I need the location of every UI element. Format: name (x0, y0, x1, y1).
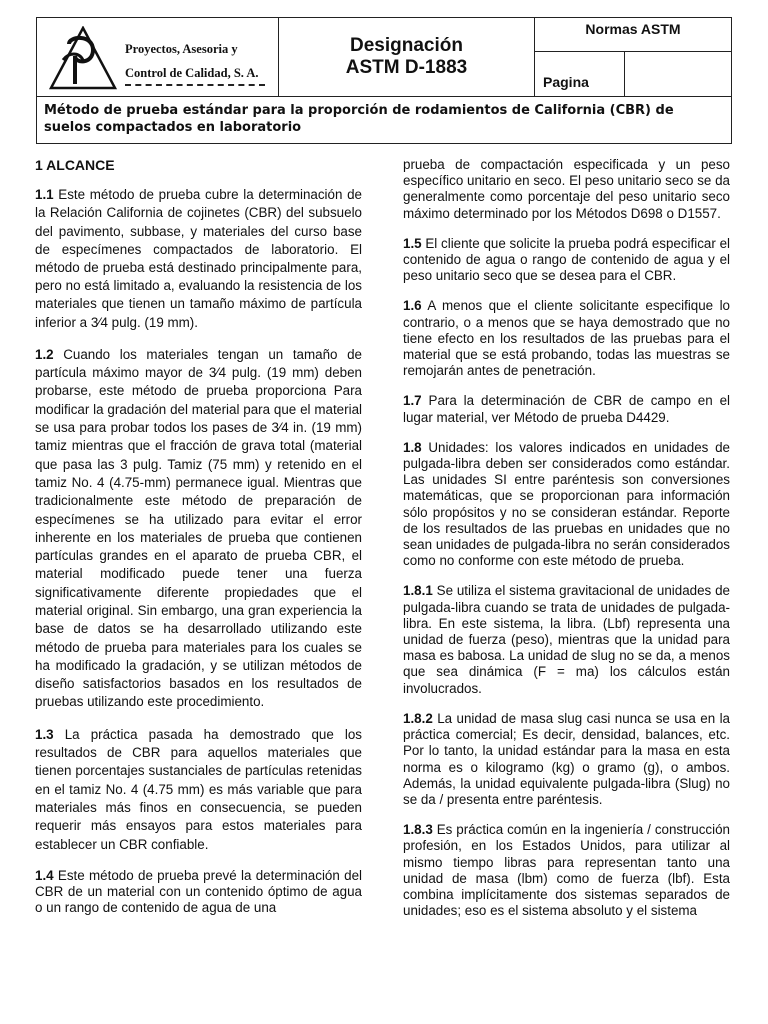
paragraph-text: Este método de prueba cubre la determinación de la Relación California de cojinetes (CBR) del subsuelo del pavimento, subbase, y materiales del curso base de especímenes compactados de laboratorio. El método de prueba está destinado principalmente para, pero no está limitado a, evaluando la resistencia de los materiales que tienen un tamaño máximo de partícula inferior a 3⁄4 pulg. (19 mm). (35, 187, 362, 330)
company-logo-icon (49, 26, 117, 90)
page-number-cell (625, 52, 731, 96)
paragraph-1-1 (35, 186, 362, 332)
paragraph-text: Este método de prueba prevé la determinación del CBR de un material con un contenido óptimo de agua o un rango de contenido de agua de una (35, 867, 362, 916)
section-heading: 1 ALCANCE (35, 157, 115, 173)
paragraph-number: 1.2 (35, 346, 54, 362)
paragraph-number: 1.7 (403, 393, 422, 409)
paragraph-1-2 (35, 346, 362, 712)
paragraph-number: 1.8.1 (403, 583, 433, 599)
paragraph-number: 1.6 (403, 298, 422, 314)
document-header (36, 17, 732, 144)
paragraph-text: Es práctica común en la ingeniería / construcción profesión, en los Estados Unidos, para utilizar al mismo tiempo libras para representan tanto una unidad de masa (lbm) como de fuerza (lbf). Esta combina implícitamente dos sistemas separados de unidades; eso es el sistema absoluto y el sistema (403, 822, 730, 919)
paragraph-text: Se utiliza el sistema gravitacional de unidades de pulgada-libra cuando se trata de unidades de pulgada-libra. En este sistema, la libra. (Lbf) representa una unidad de fuerza (peso), mientras que la unidad para masa es babosa. La unidad de slug no se da, a menos que sea dinámica (F = ma) los cálculos están involucrados. (403, 583, 730, 696)
paragraph-text: Para la determinación de CBR de campo en el lugar material, ver Método de prueba D4429. (403, 393, 730, 425)
company-name-line1: Proyectos, Asesoria y (125, 42, 238, 56)
method-title: Método de prueba estándar para la proporción de rodamientos de California (CBR) de suelos compactados en laboratorio (37, 96, 731, 143)
paragraph-number: 1.3 (35, 726, 54, 742)
left-column (35, 157, 362, 930)
paragraph-1-7 (403, 393, 730, 425)
paragraph-text: Unidades: los valores indicados en unidades de pulgada-libra deben ser considerados como estándar. Las unidades SI entre paréntesis son conversiones matemáticas, que se proporcionan para información sólo propósitos y no se consideran estándar. Reporte de los resultados de las pruebas en unidades que no sean unidades de pulgada-libra no serán considerados como no conforme con este método de prueba. (403, 439, 730, 569)
paragraph-1-8-2 (403, 711, 730, 808)
company-name-line2: Control de Calidad, S. A. (125, 66, 259, 80)
paragraph-1-8-3 (403, 822, 730, 919)
designation-block (279, 18, 535, 96)
paragraph-1-8 (403, 440, 730, 570)
designation-code: ASTM D-1883 (345, 57, 468, 78)
company-logo-block (37, 18, 279, 96)
paragraph-number: 1.8 (403, 439, 422, 455)
paragraph-text: El cliente que solicite la prueba podrá especificar el contenido de agua o rango de contenido de agua y el peso unitario seco que se desea para el CBR. (403, 235, 730, 284)
right-column (403, 157, 730, 933)
paragraph-1-3 (35, 726, 362, 854)
paragraph-number: 1.8.2 (403, 710, 433, 726)
paragraph-text: La unidad de masa slug casi nunca se usa en la práctica comercial; Es decir, densidad, balances, etc. Por lo tanto, la unidad estándar para la masa en esta norma es o kilogramo (kg) o gramo (g), o ambos. Además, la unidad equivalente pulgada-libra (Slug) no se da / presenta entre paréntesis. (403, 710, 730, 807)
norms-label: Normas ASTM (535, 18, 731, 52)
paragraph-1-4-continued: prueba de compactación especificada y un peso específico unitario en seco. El peso unitario seco se da generalmente como porcentaje del peso unitario seco máximo determinado por los Métodos D698 o D1557. (403, 157, 730, 221)
paragraph-text: Cuando los materiales tengan un tamaño de partícula máximo mayor de 3⁄4 pulg. (19 mm) deben probarse, este método de prueba proporciona Para modificar la gradación del material para que el material se usa para probar todos los pases de 3⁄4 in. (19 mm) tamiz mientras que el fracción de grava total (material que pasa las 3 pulg. Tamiz (75 mm) y retenido en el tamiz No. 4 (4.75-mm) permanece igual. Mientras que tradicionalmente este método de preparación de especímenes se ha utilizado para evitar el error inherente en los materiales de prueba que contienen partículas grandes en el aparato de prueba CBR, el material modificado puede tener una fuerza significativamente diferente propiedades que el material original. Sin embargo, una gran experiencia la base de datos se ha desarrollado utilizando este método de prueba para materiales para los cuales se ha modificado la gradación, y se utilizan métodos de diseño satisfactorios basados en los resultados de pruebas utilizando este procedimiento. (35, 346, 362, 710)
paragraph-1-8-1 (403, 583, 730, 696)
paragraph-text: A menos que el cliente solicitante especifique lo contrario, o a menos que se haya demostrado que no tiene efecto en los resultados de las pruebas para el material que se está probando, todas las muestras se remojarán antes de penetración. (403, 298, 730, 379)
paragraph-number: 1.1 (35, 187, 54, 203)
page-label: Pagina (535, 52, 625, 96)
paragraph-number: 1.4 (35, 867, 54, 883)
logo-underline (125, 84, 265, 86)
paragraph-1-4 (35, 868, 362, 917)
paragraph-1-5 (403, 236, 730, 285)
paragraph-text: La práctica pasada ha demostrado que los resultados de CBR para aquellos materiales que tienen porcentajes sustanciales de partículas retenidas en el tamiz No. 4 (4.75 mm) es más variable que para materiales más finos en consecuencia, se pueden requerir más ensayos para estos materiales para establecer un CBR confiable. (35, 726, 362, 852)
designation-label: Designación (350, 35, 463, 56)
paragraph-1-6 (403, 298, 730, 379)
paragraph-number: 1.8.3 (403, 822, 433, 838)
paragraph-number: 1.5 (403, 235, 422, 251)
